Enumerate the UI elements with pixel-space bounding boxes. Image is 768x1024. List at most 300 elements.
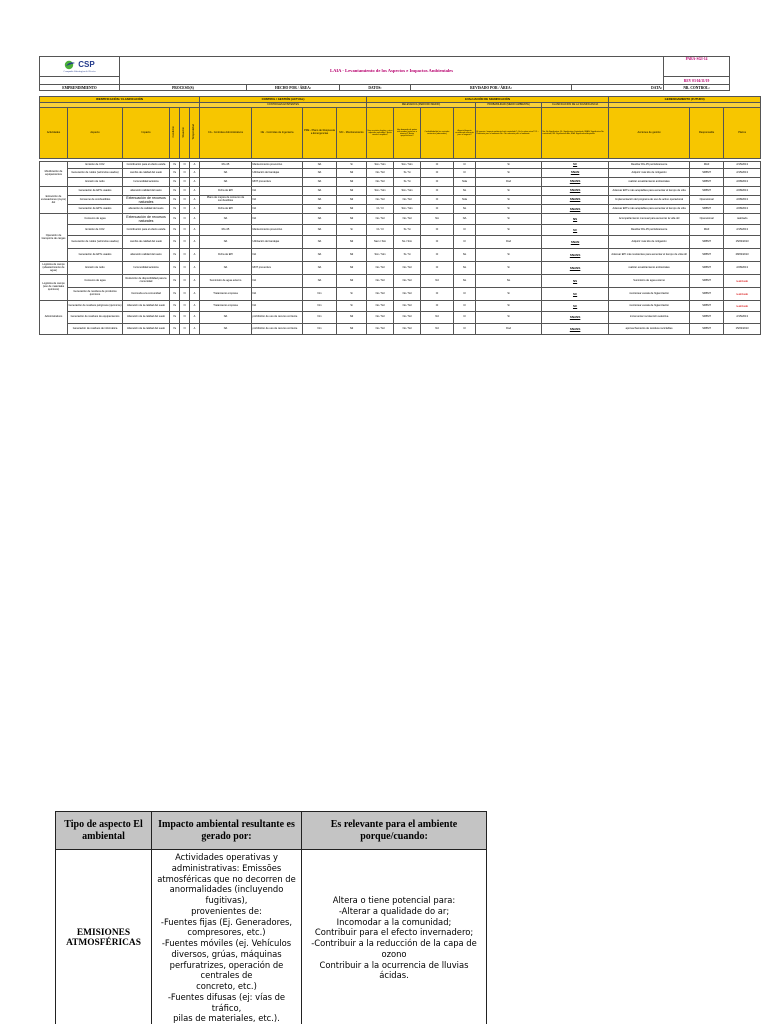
deadline-cell: 2/15/2013 (724, 225, 761, 236)
col-controles-ing: CE - Controles de Ingeniería (252, 108, 303, 159)
probability-cell: Dod (476, 236, 542, 249)
temporality-cell: A (190, 169, 200, 178)
ref-text-line: atmosféricas que no decorren de (157, 873, 296, 884)
rel-legal-cell: Sim / Sim (367, 162, 394, 169)
significance-cell: SNANS (542, 312, 609, 324)
deadline-cell: realizado (724, 214, 761, 225)
admin-control-cell: NA (200, 169, 252, 178)
table-row (40, 205, 761, 214)
activity-cell: Logística de campo (abastecimiento de agua) (40, 262, 68, 275)
temporality-cell: A (190, 262, 200, 275)
aspect-cell: Generación de ruidos (vehículos usados) (68, 169, 123, 178)
rel-legal-cell: Cl / Cl (367, 225, 394, 236)
monitoring-cell: Nd (337, 214, 367, 225)
ref-text-line: -Contribuir a la reducción de la capa de (311, 938, 477, 948)
probability-cell: Si (476, 249, 542, 262)
aspect-cell: Generación de residuos de equipamientos (68, 312, 123, 324)
admin-control-cell: Tratamiento empresa (200, 301, 252, 312)
monitoring-cell: Nd (337, 178, 367, 187)
significance-cell: SNANS (542, 178, 609, 187)
ref-text-line: pilas de materiales, etc.). (173, 1013, 280, 1024)
aspect-cell: Generación de residuos de informática (68, 324, 123, 335)
pre-cell: Nm (303, 288, 337, 301)
table-body (40, 162, 761, 335)
situation-cell: N (180, 187, 190, 196)
admin-control-cell: Suministro de agua externo (200, 275, 252, 288)
ref-header-tipo: Tipo de aspecto El ambiental (56, 812, 152, 850)
aspect-cell: Generación de EPI's usados (68, 249, 123, 262)
proceso-label: PROCESO(S) (120, 85, 247, 91)
pre-cell: NA (303, 262, 337, 275)
condition-cell: Ya (170, 162, 180, 169)
temporality-cell: A (190, 187, 200, 196)
engineering-control-cell: Utilización de bandejas (252, 169, 303, 178)
engineering-control-cell: prohibición de uso de recurso corriente (252, 312, 303, 324)
rel-parties-cell: Sim / Sim (394, 187, 421, 196)
table-row (40, 169, 761, 178)
section-control: CONTROL / GESTIÓN (ACTUAL) (200, 97, 367, 103)
rel-parties-cell: No / Nd (394, 214, 421, 225)
responsible-cell: SFBMT (690, 187, 724, 196)
situation-cell: N (180, 324, 190, 335)
ref-text-line: anormalidades (incluyendo fugitivas), (169, 884, 284, 905)
rel-legal-cell: No / Nd (367, 275, 394, 288)
management-action-cell: realizar ecualizamiento ambientales (609, 178, 690, 187)
rel-business-cell: Cl (454, 225, 476, 236)
admin-control-cell: NA (200, 324, 252, 335)
ref-text-line: Actividades operativas y (175, 852, 278, 862)
impact-cell: cambio de calidad del suelo (123, 236, 170, 249)
ref-text-line: compresores, etc.) (187, 927, 266, 938)
csp-logo-icon (64, 60, 76, 70)
management-action-cell: Adquirir más kits de mitigación (609, 236, 690, 249)
condition-cell: Ya (170, 225, 180, 236)
pre-cell: NA (303, 205, 337, 214)
table-row (40, 249, 761, 262)
deadline-cell: 2/15/2013 (724, 312, 761, 324)
table-row (40, 178, 761, 187)
probability-cell: Si (476, 312, 542, 324)
probability-cell: Si (476, 169, 542, 178)
condition-cell: Ya (170, 196, 180, 205)
rel-parties-cell: Sim / Sim (394, 205, 421, 214)
impact-cell: cambio de calidad del suelo (123, 169, 170, 178)
significance-cell: SNANS (542, 249, 609, 262)
deadline-cell: 2/28/2013 (724, 187, 761, 196)
engineering-control-cell: MNT preventiva (252, 262, 303, 275)
col-impacto: Impacto (123, 108, 170, 159)
col-rel-negocio: Aspecto/Impacto considerado relevante para el negocio? (454, 108, 476, 159)
rel-business-cell: Cl (454, 324, 476, 335)
rel-legal-cell: No / Nd (367, 312, 394, 324)
rel-reliability-cell: Nd (421, 324, 454, 335)
rel-business-cell: No (454, 275, 476, 288)
emprendimiento-label: EMPRENDIMIENTO (40, 85, 120, 91)
monitoring-cell: Si (337, 162, 367, 169)
rel-business-cell: Cl (454, 288, 476, 301)
condition-cell: Ya (170, 301, 180, 312)
admin-control-cell: RG-35 (200, 225, 252, 236)
situation-cell: N (180, 162, 190, 169)
rel-legal-cell: Sim / Sim (367, 187, 394, 196)
col-temporalidad: Temporalidad (192, 124, 196, 140)
col-situacion: Situación (182, 126, 186, 138)
impact-cell: Contribución para el efecto estufa (123, 162, 170, 169)
admin-control-cell: Ficha de EPI (200, 187, 252, 196)
condition-cell: Ya (170, 249, 180, 262)
temporality-cell: A (190, 288, 200, 301)
admin-control-cell: NA (200, 214, 252, 225)
brand-name: CSP (78, 60, 95, 69)
impact-cell: Incomodidad acústica (123, 178, 170, 187)
form-title: LAIA - Levantamiento de los Aspectos e Impactos Ambientales (120, 57, 664, 85)
probability-cell: Dod (476, 178, 542, 187)
pre-cell: NA (303, 178, 337, 187)
monitoring-cell: Nd (337, 312, 367, 324)
impact-cell: Extenuación de recursos naturales (123, 196, 170, 205)
impact-cell: Incomoda a la comunidad (123, 288, 170, 301)
hecho-por-label: HECHO POR / ÁREA: (247, 85, 340, 91)
pre-cell: Nm (303, 324, 337, 335)
table-row (40, 196, 761, 205)
col-condicion: Condición (172, 126, 176, 138)
col-controles-admin: CA - Controles Administrativos (200, 108, 252, 159)
subsection-clasificacion: CLASIFICACIÓN DE LA SIGNIFICANCIA (542, 103, 609, 108)
rel-parties-cell: No / Nd (394, 324, 421, 335)
condition-cell: Ya (170, 178, 180, 187)
col-actividades: Actividades (40, 108, 68, 159)
condition-cell: Ya (170, 169, 180, 178)
management-action-cell: aprovechamiento de residuos reciclables (609, 324, 690, 335)
table-row (40, 275, 761, 288)
rel-parties-cell: Si / Si (394, 169, 421, 178)
activity-cell: Movilización de equipamientos (40, 162, 68, 187)
temporality-cell: A (190, 249, 200, 262)
rel-reliability-cell: Cl (421, 288, 454, 301)
responsible-cell: Operacional (690, 196, 724, 205)
pre-cell: NA (303, 196, 337, 205)
table-row (40, 187, 761, 196)
significance-cell: SNANS (542, 187, 609, 196)
rel-parties-cell: Si / Si (394, 225, 421, 236)
table-row (40, 236, 761, 249)
ref-text-line: Altera o tiene potencial para: (332, 895, 456, 905)
significance-cell: SNANS (542, 205, 609, 214)
engineering-control-cell: NA (252, 196, 303, 205)
aspects-impacts-table (39, 96, 749, 335)
pre-cell: Nm (303, 312, 337, 324)
significance-cell: SC (542, 225, 609, 236)
rel-business-cell: Nda (454, 196, 476, 205)
temporality-cell: A (190, 162, 200, 169)
nr-control-label: NR. CONTROL: (664, 85, 730, 91)
rel-reliability-cell: Cl (421, 249, 454, 262)
impact-cell: Extenuación de recursos naturales (123, 214, 170, 225)
aspect-cell: Generación de residuos peligrosos (químicos) (68, 301, 123, 312)
rel-reliability-cell: Cl (421, 162, 454, 169)
ref-text-line: -Fuentes fijas (Ej. Generadores, (160, 916, 293, 927)
management-action-cell: Adecuar EPI's más aceptables para aumentar el tiempo de vida (609, 205, 690, 214)
ref-header-impacto: Impacto ambiental resultante es gerado por: (152, 812, 302, 850)
rel-legal-cell: No / Nd (367, 262, 394, 275)
monitoring-cell: Si (337, 225, 367, 236)
condition-cell: Ya (170, 324, 180, 335)
engineering-control-cell: prohibición de uso de recurso corriente (252, 324, 303, 335)
impact-cell: Alteración de la calidad del suelo (123, 301, 170, 312)
col-rel-confiabilidad: Confiabilidad de los controles existentes (adecuados) (421, 108, 454, 159)
deadline-cell: 15/03/2013 (724, 236, 761, 249)
probability-cell: Si (476, 225, 542, 236)
pre-cell: NA (303, 169, 337, 178)
monitoring-cell: Nd (337, 187, 367, 196)
rel-parties-cell: No / Nd (394, 288, 421, 301)
section-evaluacion: EVALUACIÓN DE SIGNIFICACIÓN (367, 97, 609, 103)
engineering-control-cell: NA (252, 214, 303, 225)
ref-header-relevante: Es relevante para el ambiente porque/cuando: (302, 812, 487, 850)
condition-cell: Ya (170, 275, 180, 288)
engineering-control-cell: NA (252, 288, 303, 301)
condition-cell: Ya (170, 288, 180, 301)
aspect-cell: Consumo de agua (68, 214, 123, 225)
responsible-cell: SFBMT (690, 288, 724, 301)
ref-text-line: Contribuir a la ocurrencia de lluvias (319, 959, 469, 970)
ref-text-line: Incomodar a la comunidad; (336, 916, 452, 927)
rel-business-cell: NA (454, 214, 476, 225)
rel-reliability-cell: NA (421, 214, 454, 225)
responsible-cell: MAF (690, 162, 724, 169)
responsible-cell: SFBMT (690, 178, 724, 187)
significance-cell: SC (542, 288, 609, 301)
col-acciones: Acciones de gestión (609, 108, 690, 159)
pre-cell: NA (303, 236, 337, 249)
aspect-cell: Emisión de CO2 (68, 162, 123, 169)
probability-cell: Si (476, 196, 542, 205)
subsection-relevancia: RELEVANCIA (PERÍODO MEDIO) (367, 103, 476, 108)
aspect-cell: Generación de ruidos (vehículos usados) (68, 236, 123, 249)
management-action-cell: Adecuar EPI más resistentes para aumentar el tiempo de vida útil (609, 249, 690, 262)
ref-text-line: -Fuentes difusas (ej: vías de tráfico, (167, 991, 286, 1013)
rel-reliability-cell: Cl (421, 205, 454, 214)
temporality-cell: A (190, 324, 200, 335)
temporality-cell: A (190, 301, 200, 312)
ref-text-line: -Alterar a qualidade do ar; (338, 905, 450, 916)
aspect-cell: Emisión de ruido (68, 178, 123, 187)
engineering-control-cell: NA (252, 301, 303, 312)
col-responsable: Responsable (690, 108, 724, 159)
aspect-cell: Emisión de CO2 (68, 225, 123, 236)
rel-legal-cell: No / Nd (367, 196, 394, 205)
rel-business-cell: Cl (454, 162, 476, 169)
significance-cell: SC (542, 301, 609, 312)
deadline-cell: 2/28/2013 (724, 262, 761, 275)
engineering-control-cell: NA (252, 187, 303, 196)
condition-cell: Ya (170, 236, 180, 249)
situation-cell: N (180, 262, 190, 275)
activity-cell: Logística de campo (uso de materiales químicos) (40, 275, 68, 301)
table-row (40, 262, 761, 275)
management-action-cell: Acompañamiento mensual para aumentar la vida útil (609, 214, 690, 225)
admin-control-cell: RG-35 (200, 162, 252, 169)
aspect-cell: Generación de EPI's usados (68, 205, 123, 214)
probability-cell: Si (476, 205, 542, 214)
temporality-cell: A (190, 225, 200, 236)
ref-text-line: perfuratrizes, operación de centrales de (169, 959, 284, 981)
admin-control-cell: Ficha de EPI (200, 205, 252, 214)
responsible-cell: SFBMT (690, 312, 724, 324)
table-row (40, 288, 761, 301)
rel-reliability-cell: Cl (421, 169, 454, 178)
temporality-cell: A (190, 205, 200, 214)
rel-parties-cell: No / Nd (394, 275, 421, 288)
table-row (40, 162, 761, 169)
significance-cell: SNANS (542, 196, 609, 205)
monitoring-cell: Nd (337, 236, 367, 249)
col-pre: PRE - Plano de Respuesta a Emergencias (303, 108, 337, 159)
management-action-cell: Implementación del programa de uso de activo operacional (609, 196, 690, 205)
aspect-cell: Consumo de combustibles (68, 196, 123, 205)
significance-cell: SC (542, 162, 609, 169)
table-row (40, 312, 761, 324)
management-action-cell: monitorear escala de higienización (609, 288, 690, 301)
pre-cell: NA (303, 249, 337, 262)
rel-parties-cell: Sim / Sim (394, 162, 421, 169)
engineering-control-cell: NA (252, 249, 303, 262)
pre-cell: NA (303, 225, 337, 236)
responsible-cell: SFBMT (690, 262, 724, 275)
situation-cell: N (180, 169, 190, 178)
rel-business-cell: Cl (454, 312, 476, 324)
responsible-cell: SFBMT (690, 169, 724, 178)
ref-text-line: diversos, grúas, máquinas (171, 948, 282, 959)
responsible-cell: SFBMT (690, 249, 724, 262)
monitoring-cell: Nd (337, 205, 367, 214)
ref-text-line: Contribuir para el efecto invernadero; (314, 927, 474, 938)
rel-legal-cell: No / Nd (367, 301, 394, 312)
section-identificacion: IDENTIFICACIÓN / CLASIFICACIÓN (40, 97, 200, 103)
subsection-probabilidad: PROBABILIDAD (MEDIO AMBIENTE) (476, 103, 542, 108)
data-label: DATA: (572, 85, 664, 91)
impact-cell: Contribución para el efecto estufa (123, 225, 170, 236)
situation-cell: N (180, 288, 190, 301)
management-action-cell: monitorear escala de higienización (609, 301, 690, 312)
brand-subtitle: Compañía Siderúrgica del Pecém (63, 70, 96, 73)
deadline-cell: 2/15/2013 (724, 169, 761, 178)
situation-cell: N (180, 249, 190, 262)
datos-label: DATOS: (340, 85, 411, 91)
form-code: PARA-SGI-14 (664, 57, 730, 77)
temporality-cell: A (190, 178, 200, 187)
col-rel-partes: Hay demanda de partes interesadas (externas o internas)? Existe queja/reclamo? (394, 108, 421, 159)
rel-parties-cell: No / Nd (394, 262, 421, 275)
condition-cell: Ya (170, 205, 180, 214)
admin-control-cell: NA (200, 236, 252, 249)
management-action-cell: Adquirir más kits de mitigación (609, 169, 690, 178)
temporality-cell: A (190, 312, 200, 324)
deadline-cell: 2/28/2013 (724, 178, 761, 187)
impact-cell: Reducción de disponibilidad para la comunidad (123, 275, 170, 288)
rel-parties-cell: Si / Si (394, 249, 421, 262)
significance-cell: SNANS (542, 262, 609, 275)
ref-generado-por (152, 850, 302, 1024)
rel-parties-cell: No / Nd (394, 196, 421, 205)
rel-reliability-cell: Nd (421, 312, 454, 324)
rel-reliability-cell: Nd (421, 275, 454, 288)
significance-cell: SNAN (542, 236, 609, 249)
col-probabilidad: El aspecto / impacto ambiental está controlado? ¿En la rutina actual? CL - Relevante para el ambiente No - No relevante para el ambiente (476, 108, 542, 159)
rel-reliability-cell: Cl (421, 196, 454, 205)
company-logo (40, 57, 120, 77)
probability-cell: Si (476, 162, 542, 169)
monitoring-cell: Nd (337, 324, 367, 335)
rel-parties-cell: No / Nd (394, 312, 421, 324)
probability-cell: Dod (476, 324, 542, 335)
rel-business-cell: No (454, 262, 476, 275)
ref-text-line: provenientes de: (191, 905, 262, 916)
aspect-cell: Emisión de ruido (68, 262, 123, 275)
rel-business-cell: No (454, 187, 476, 196)
rel-business-cell: Cl (454, 301, 476, 312)
responsible-cell: SFBMT (690, 236, 724, 249)
situation-cell: N (180, 178, 190, 187)
pre-cell: NA (303, 214, 337, 225)
deadline-cell: 2/28/2013 (724, 205, 761, 214)
situation-cell: N (180, 205, 190, 214)
impact-cell: alteración de calidad del suelo (123, 205, 170, 214)
deadline-cell: realizado (724, 275, 761, 288)
rel-legal-cell: No / Nd (367, 178, 394, 187)
ref-text-line: ozono (381, 948, 407, 959)
col-rel-legal: Hay requisitos legales u otros requisitos aplicables? Están siendo cumplidos? (367, 108, 394, 159)
responsible-cell: Operacional (690, 214, 724, 225)
temporality-cell: A (190, 275, 200, 288)
table-row (40, 301, 761, 312)
probability-cell: Si (476, 288, 542, 301)
probability-cell: Si (476, 262, 542, 275)
table-row (40, 214, 761, 225)
probability-cell: Si (476, 301, 542, 312)
significance-cell: SNAN (542, 169, 609, 178)
monitoring-cell: Nd (337, 275, 367, 288)
responsible-cell: SFBMT (690, 324, 724, 335)
rel-legal-cell: Sim / Sim (367, 249, 394, 262)
temporality-cell: A (190, 236, 200, 249)
engineering-control-cell: Mantenimiento preventivo (252, 225, 303, 236)
pre-cell: NA (303, 162, 337, 169)
engineering-control-cell: NA (252, 275, 303, 288)
rel-parties-cell: No / Sim (394, 236, 421, 249)
rel-business-cell: Cl (454, 169, 476, 178)
rel-parties-cell: Si / Si (394, 178, 421, 187)
aspect-cell: Consumo de agua (68, 275, 123, 288)
condition-cell: Ya (170, 187, 180, 196)
situation-cell: N (180, 214, 190, 225)
management-action-cell: Realizar RG-35 periódicamente (609, 162, 690, 169)
monitoring-cell: Si (337, 288, 367, 301)
situation-cell: N (180, 275, 190, 288)
ref-text-line: administrativas: Emissões (171, 862, 282, 873)
situation-cell: N (180, 196, 190, 205)
rel-reliability-cell: Cl (421, 187, 454, 196)
responsible-cell: SFBMT (690, 205, 724, 214)
responsible-cell: SFBMT (690, 275, 724, 288)
rel-parties-cell: No / Nd (394, 301, 421, 312)
rel-business-cell: No (454, 205, 476, 214)
aspect-cell: Generación de EPI's usados (68, 187, 123, 196)
table-row (40, 225, 761, 236)
revisado-por-label: REVISADO POR / ÁREA: (411, 85, 572, 91)
deadline-cell: realizado (724, 301, 761, 312)
form-header (39, 56, 729, 90)
